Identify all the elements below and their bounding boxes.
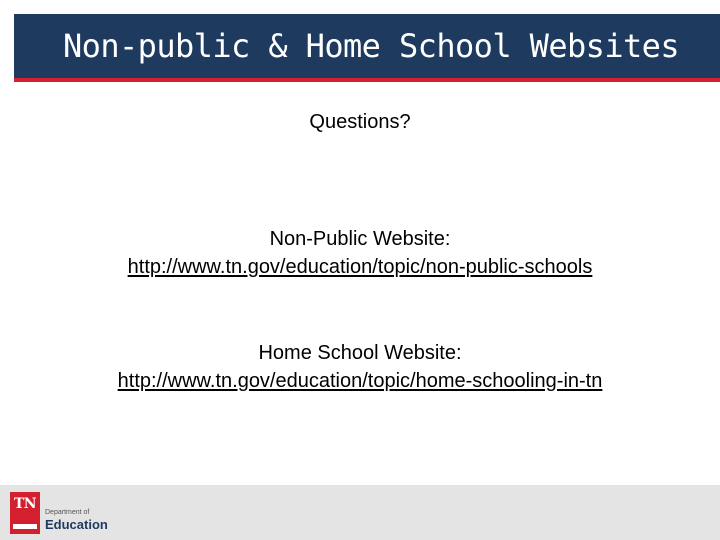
homeschool-label: Home School Website: [258, 342, 462, 364]
slide-title: Non-public & Home School Websites [63, 27, 679, 65]
logo-bar [13, 524, 37, 529]
logo-dept: Department of [45, 509, 90, 516]
tn-state-icon [10, 492, 40, 534]
footer-bar [0, 485, 720, 540]
nonpublic-label: Non-Public Website: [269, 228, 451, 250]
questions-text: Questions? [309, 111, 411, 133]
title-accent-stripe [14, 78, 720, 82]
homeschool-link[interactable]: http://www.tn.gov/education/topic/home-schooling-in-tn [117, 370, 603, 392]
nonpublic-link[interactable]: http://www.tn.gov/education/topic/non-public-schools [127, 256, 593, 278]
logo-name: Education [45, 517, 108, 532]
tn-education-logo [10, 492, 108, 534]
title-bar [14, 14, 720, 78]
logo-wordmark [45, 508, 108, 534]
logo-abbrev: TN [13, 496, 37, 512]
